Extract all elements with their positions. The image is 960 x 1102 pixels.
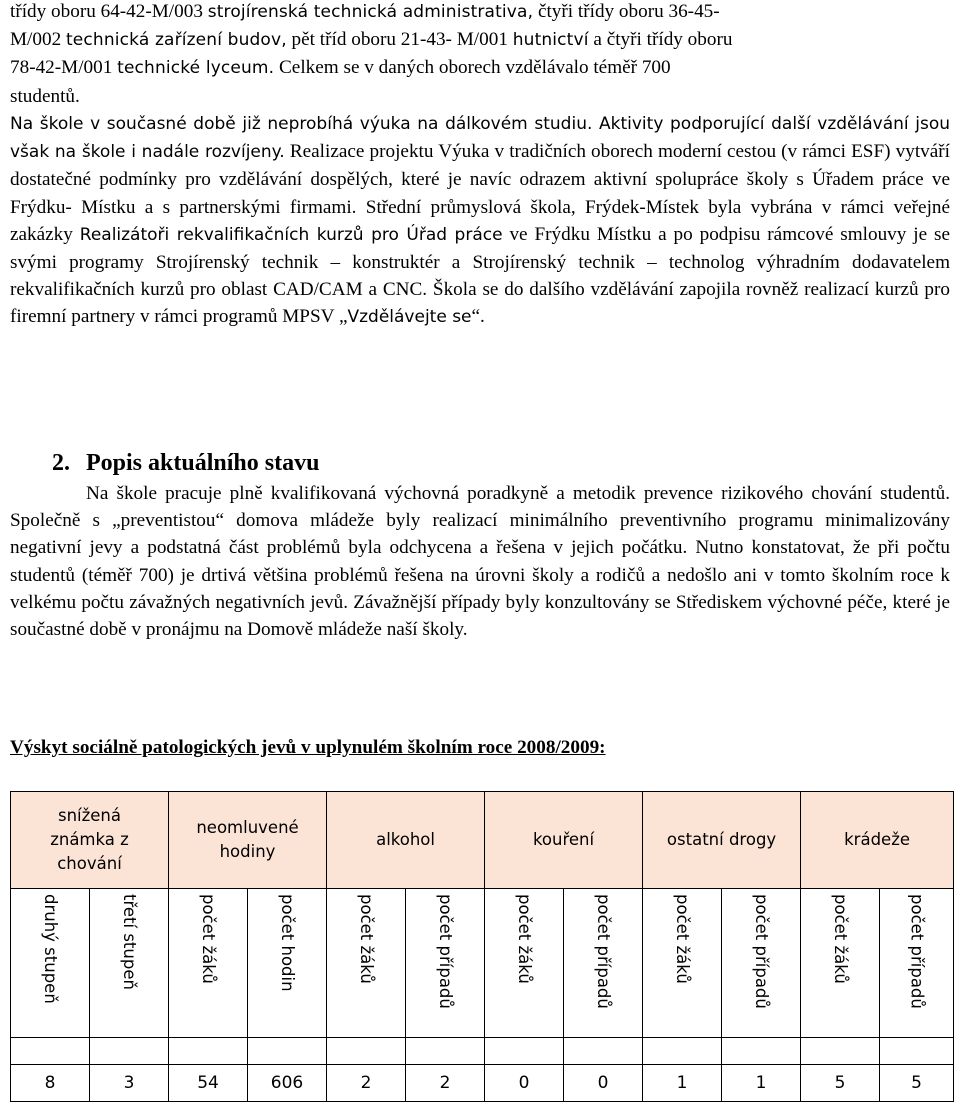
section-heading [52, 448, 319, 478]
value-cell: 5 [880, 1065, 954, 1102]
header-cell: kouření [485, 792, 643, 889]
header-cell: snížená známka z chování [11, 792, 169, 889]
subheader-cell: počet případů [594, 894, 614, 1009]
value-cell: 54 [169, 1065, 248, 1102]
field-name: technické lyceum. [117, 58, 275, 79]
field-name: technická zařízení budov, [65, 30, 287, 51]
subheader-cell: počet žáků [199, 894, 219, 984]
value-cell: 3 [90, 1065, 169, 1102]
paragraph-further-education: Na škole v současné době již neprobíhá výuka na dálkovém studiu. Aktivity podporující další vzdělávání jsou však na škole i nadále rozvíjeny. Realizace projektu Výuka v tradičních oborech moderní cestou (v rámci ESF) vytváří dostatečné podmínky pro vzdělávání dospělých, které je navíc odrazem aktivní spolupráce školy s Úřadem práce ve Frýdku- Místku a s partnerskými firmami. Střední průmyslová škola, Frýdek-Místek byla vybrána v rámci veřejné zakázky Realizátoři rekvalifikačních kurzů pro Úřad práce ve Frýdku Místku a po podpisu rámcové smlouvy je se svými programy Strojírenský technik – konstruktér a Strojírenský technik – technolog výhradním dodavatelem rekvalifikačních kurzů pro oblast CAD/CAM a CNC. Škola se do dalšího vzdělávání zapojila rovněž realizací kurzů pro firemní partnery v rámci programů MPSV „Vzdělávejte se“. [10, 114, 951, 328]
table-header-row [11, 792, 954, 889]
value-cell: 8 [11, 1065, 90, 1102]
value-cell: 606 [248, 1065, 327, 1102]
subheader-cell: počet hodin [278, 894, 298, 992]
header-cell: ostatní drogy [643, 792, 801, 889]
field-name: strojírenská technická administrativa, [207, 2, 534, 22]
subheader-cell: počet případů [436, 894, 456, 1009]
subheader-cell: počet případů [752, 894, 772, 1009]
subheader-cell: počet žáků [357, 894, 377, 984]
table-subheader-row [11, 889, 954, 1038]
header-cell: alkohol [327, 792, 485, 889]
table-spacer-row [11, 1038, 954, 1065]
program-name: Vzdělávejte se [347, 307, 472, 328]
section-heading-title: Popis aktuálního stavu [86, 450, 320, 476]
field-name: hutnictví [512, 30, 589, 51]
subheader-cell: počet případů [907, 894, 927, 1009]
value-cell: 1 [722, 1065, 801, 1102]
table-title: Výskyt sociálně patologických jevů v uplynulém školním roce 2008/2009: [10, 737, 606, 758]
section-number: 2. [52, 450, 70, 476]
value-cell: 1 [643, 1065, 722, 1102]
paragraph-current-state: Na škole pracuje plně kvalifikovaná výchovná poradkyně a metodik prevence rizikového chování studentů. Společně s „preventistou“ domova mládeže byly realizací minimálního preventivního programu minimalizovány negativní jevy a podstatná část problémů byla odchycena a řešena v jejich počátku. Nutno konstatovat, že při počtu studentů (téměř 700) je drtivá většina problémů řešena na úrovni školy a rodičů a nedošlo ani v tomto školním roce k velkému počtu závažných negativních jevů. Závažnější případy byly konzultovány se Střediskem výchovné péče, které je součastné době v pronájmu na Domově mládeže naší školy. [10, 483, 950, 641]
subheader-cell: druhý stupeň [41, 894, 60, 1004]
header-cell: krádeže [801, 792, 954, 889]
contract-name: Realizátoři rekvalifikačních kurzů pro Úřad práce [79, 224, 503, 245]
pathology-statistics-table [10, 791, 954, 1102]
value-cell: 0 [564, 1065, 643, 1102]
table-values-row [11, 1065, 954, 1102]
subheader-cell: počet žáků [673, 894, 693, 984]
value-cell: 0 [485, 1065, 564, 1102]
value-cell: 2 [327, 1065, 406, 1102]
subheader-cell: počet žáků [831, 894, 851, 984]
header-cell: neomluvené hodiny [169, 792, 327, 889]
paragraph-fields-of-study: třídy oboru 64-42-M/003 strojírenská technická administrativa, čtyři třídy oboru 36-45- M/002 technická zařízení budov, pět tříd oboru 21-43- M/001 hutnictví a čtyři třídy oboru 78-42-M/001 technické lyceum. Celkem se v daných oborech vzdělávalo téměř 700 studentů. [10, 1, 733, 107]
value-cell: 5 [801, 1065, 880, 1102]
subheader-cell: třetí stupeň [120, 894, 139, 990]
subheader-cell: počet žáků [515, 894, 535, 984]
value-cell: 2 [406, 1065, 485, 1102]
